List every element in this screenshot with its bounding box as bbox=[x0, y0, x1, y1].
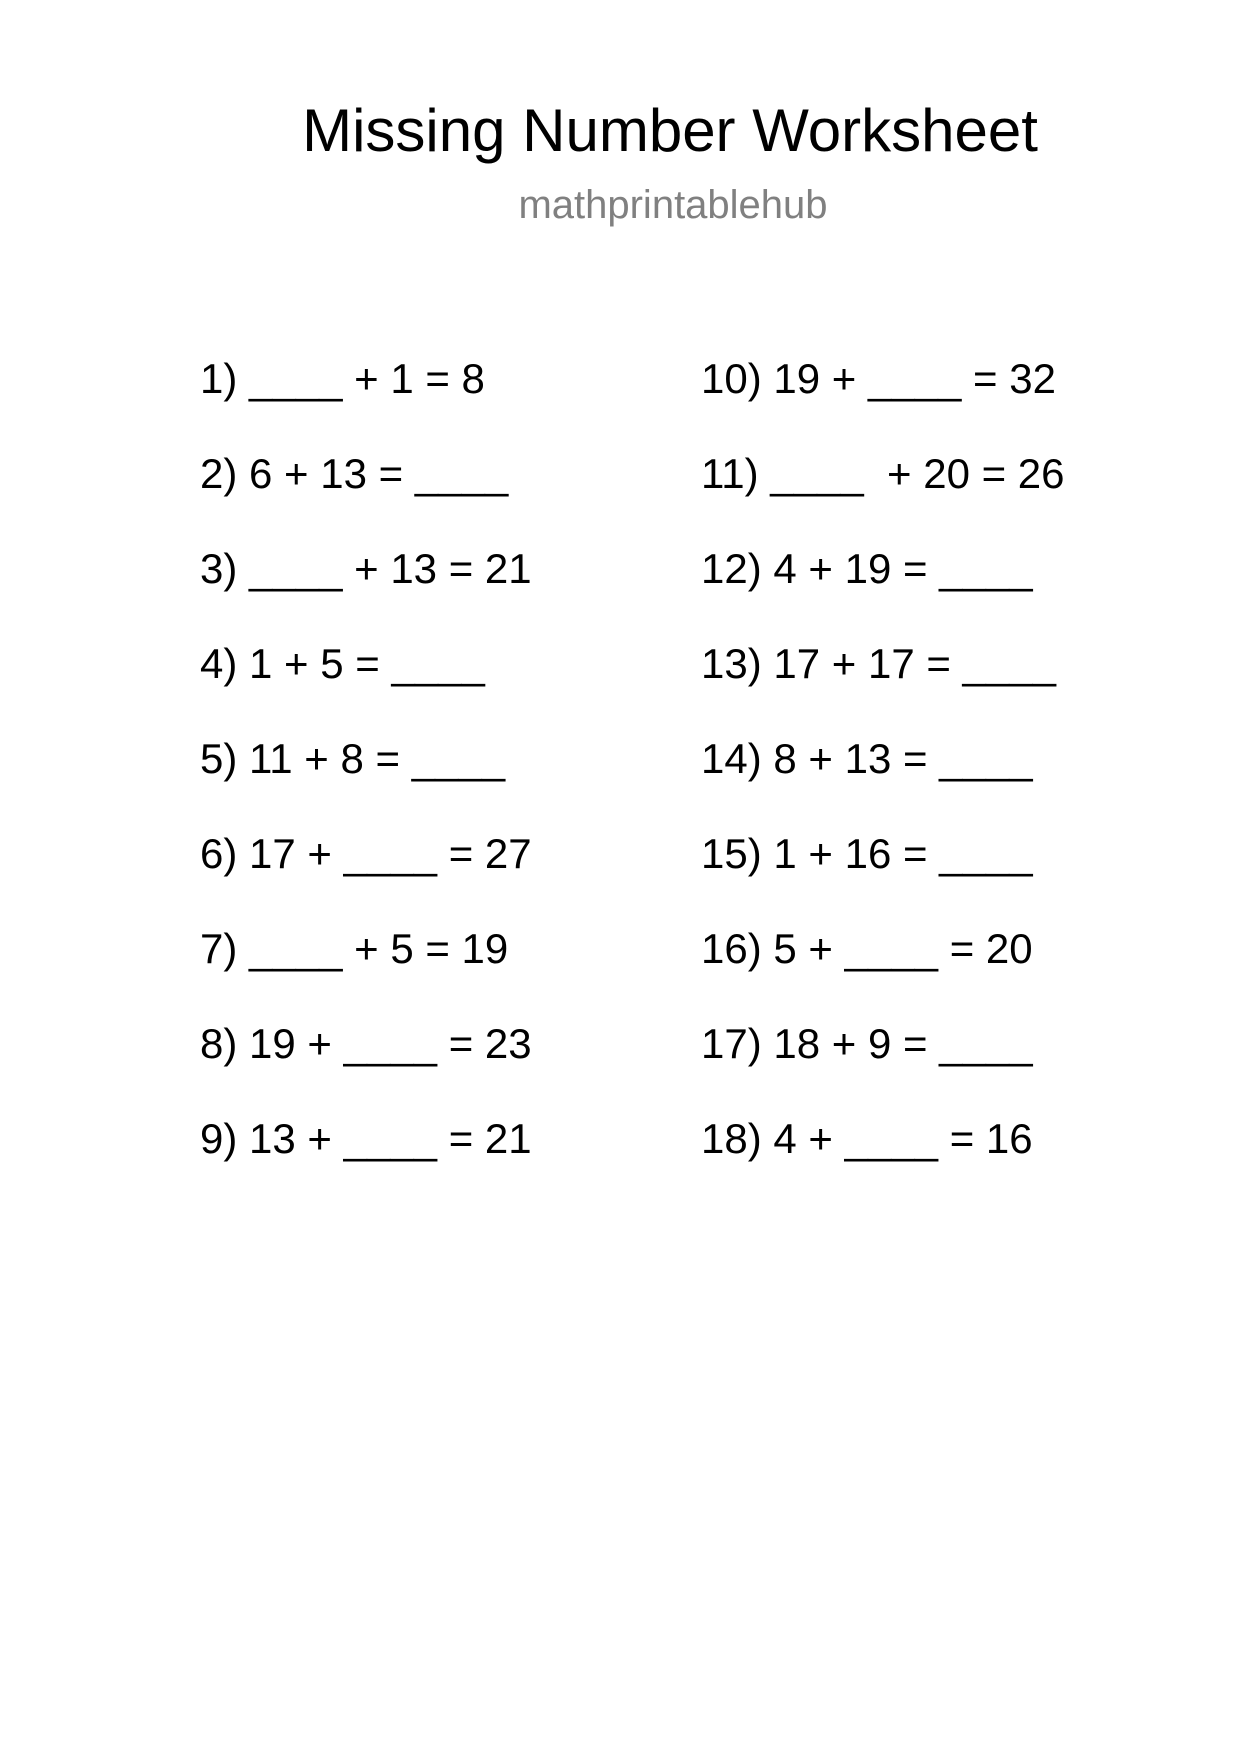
problem-10: 10) 19 + ____ = 32 bbox=[701, 355, 1056, 402]
problem-12: 12) 4 + 19 = ____ bbox=[701, 545, 1033, 592]
problem-16: 16) 5 + ____ = 20 bbox=[701, 925, 1033, 972]
worksheet-title: Missing Number Worksheet bbox=[302, 97, 1038, 164]
problem-5: 5) 11 + 8 = ____ bbox=[200, 735, 506, 782]
problem-4: 4) 1 + 5 = ____ bbox=[200, 640, 485, 687]
problem-1: 1) ____ + 1 = 8 bbox=[200, 355, 485, 402]
problem-13: 13) 17 + 17 = ____ bbox=[701, 640, 1056, 687]
worksheet-subtitle: mathprintablehub bbox=[518, 183, 828, 227]
problem-7: 7) ____ + 5 = 19 bbox=[200, 925, 509, 972]
problem-8: 8) 19 + ____ = 23 bbox=[200, 1020, 532, 1067]
problem-18: 18) 4 + ____ = 16 bbox=[701, 1115, 1033, 1162]
problem-9: 9) 13 + ____ = 21 bbox=[200, 1115, 532, 1162]
problem-6: 6) 17 + ____ = 27 bbox=[200, 830, 532, 877]
problem-11: 11) ____ + 20 = 26 bbox=[701, 450, 1065, 497]
problem-3: 3) ____ + 13 = 21 bbox=[200, 545, 532, 592]
problem-17: 17) 18 + 9 = ____ bbox=[701, 1020, 1033, 1067]
problem-14: 14) 8 + 13 = ____ bbox=[701, 735, 1033, 782]
problem-2: 2) 6 + 13 = ____ bbox=[200, 450, 509, 497]
problem-15: 15) 1 + 16 = ____ bbox=[701, 830, 1033, 877]
